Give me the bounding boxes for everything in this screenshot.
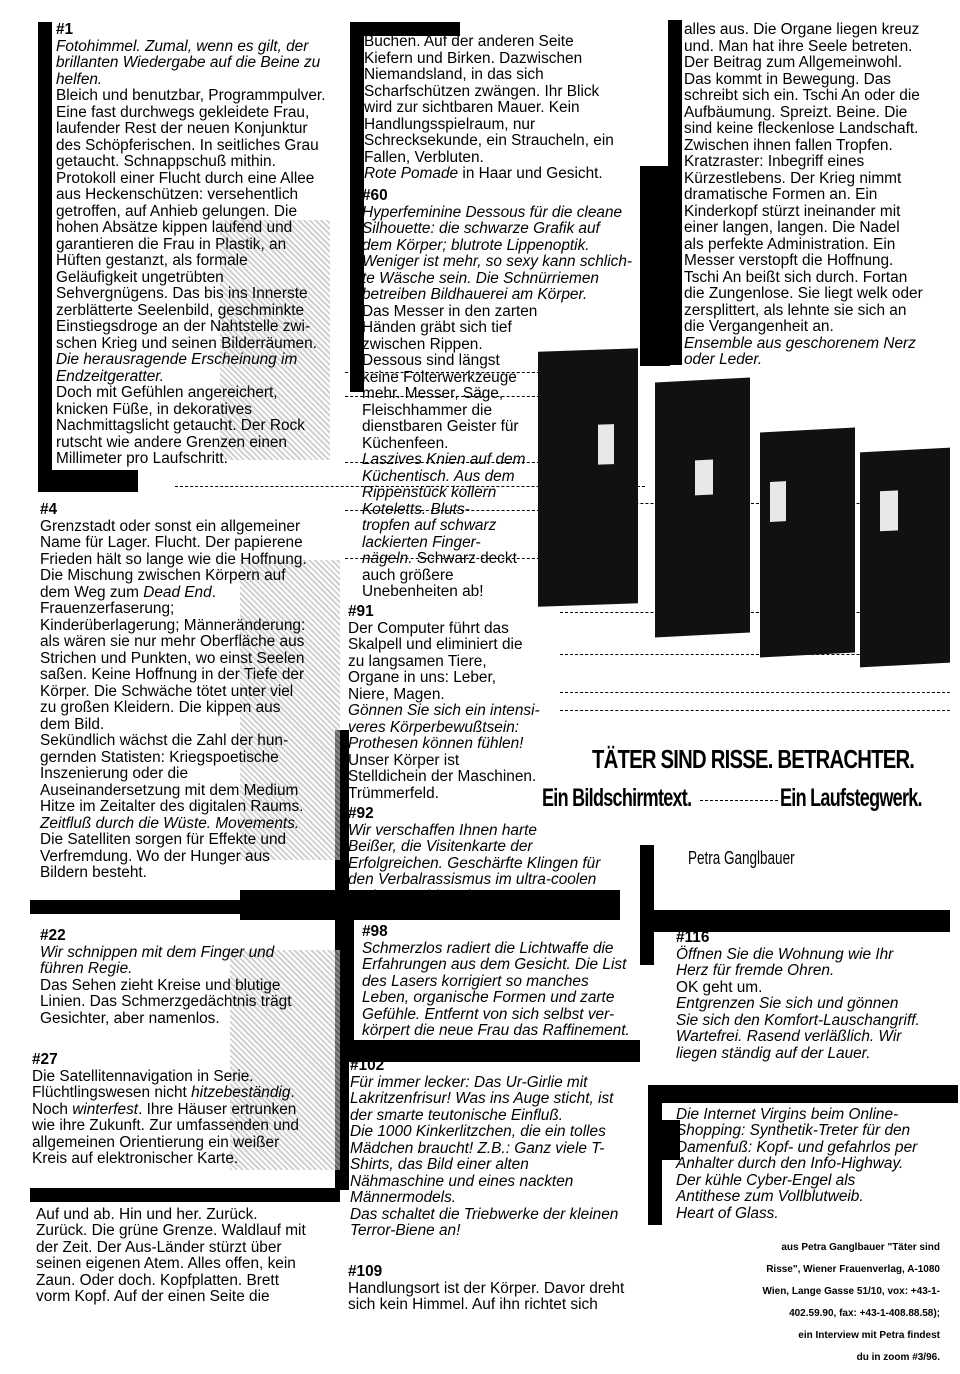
section-number: #1	[56, 21, 74, 38]
text-line: Handlungsort ist der Körper. Davor dreht	[348, 1279, 625, 1297]
text-line: des Lasers korrigiert so manches	[362, 972, 589, 990]
text-line: Organe in uns: Leber,	[348, 669, 497, 686]
text-line: laufender Rest der neuen Konjunktur	[56, 120, 308, 137]
black-bar-right-vert	[668, 20, 682, 365]
text-line: Fotohimmel. Zumal, wenn es gilt, der	[56, 37, 309, 55]
text-line: Grenzstadt oder sonst ein allgemeiner	[40, 517, 301, 535]
body-lines	[348, 753, 568, 803]
text-line: Wien, Lange Gasse 51/10, vox: +43-1-	[762, 1286, 940, 1297]
text-line: Fleischhammer die	[362, 401, 493, 419]
text-line: zerblätterte Seelenbild, geschminkte	[56, 301, 305, 319]
section-22	[40, 928, 340, 1027]
text-line: Körper. Die Schwäche tötet unter viel	[40, 682, 294, 700]
text-line: sich kein Himmel. Auf ihn richtet sich	[348, 1296, 598, 1313]
text-line: Techno-Stahlgewitter.	[348, 887, 496, 905]
section-118	[676, 1090, 956, 1222]
black-bar-left-top	[38, 22, 52, 492]
text-line: Händen gräbt sich tief	[362, 319, 512, 336]
text-line: keine Folterwerkzeuge	[362, 368, 517, 386]
text-line: Lakritzenfrisur! Was ins Auge sticht, ist	[350, 1090, 614, 1107]
text-line: Niere, Magen.	[348, 685, 445, 703]
text-line: dem Bild.	[40, 715, 105, 733]
italic-lines	[362, 452, 662, 551]
text-line: Shirts, das Bild einer alten	[350, 1156, 529, 1173]
text-line: saßen. Keine Hoffnung in der Tiefe der	[40, 666, 305, 683]
text-line: Schrecksekunde, ein Straucheln, ein	[364, 132, 614, 149]
text-line: Die herausragende Erscheinung im	[56, 351, 298, 368]
section-116	[676, 930, 956, 1062]
text-line: Flüchtlingswesen nicht hitzebeständig.	[32, 1084, 295, 1101]
runway-photo-3	[760, 428, 855, 658]
text-line: Stelldichein der Maschinen.	[348, 768, 537, 785]
section-number: #109	[348, 1263, 383, 1280]
text-line: Anhalter durch den Info-Highway.	[676, 1155, 904, 1172]
italic-lines	[350, 1075, 645, 1240]
text-line: Gesichter, aber namenlos.	[40, 1009, 220, 1027]
text-line: Shopping: Synthetik-Treter für den	[676, 1122, 911, 1139]
section-60	[362, 188, 662, 601]
text-line: Messer verstopft die Hoffnung.	[684, 252, 894, 269]
section-number: #116	[676, 929, 710, 946]
text-line: der smarte teutonische Einfluß.	[350, 1106, 564, 1124]
text-line: Strichen und Punkten, wo einst Seelen	[40, 649, 305, 667]
black-bar-horizontal-mid-left	[30, 900, 330, 914]
black-bar-left-top-cap	[38, 470, 138, 492]
text-line: Endzeitgeratter.	[56, 367, 165, 385]
text-line: die Zungenlose. Sie liegt welk oder	[684, 285, 923, 302]
body-lines	[40, 978, 340, 1028]
text-line: Laszives Knien auf dem	[362, 451, 526, 468]
text-line: OK geht um.	[676, 978, 763, 996]
text-line: Skalpell und eliminiert die	[348, 636, 523, 653]
italic-lines	[56, 352, 346, 385]
text-line: Der Beitrag zum Allgemeinwohl.	[684, 54, 903, 71]
runway-photo-2	[655, 378, 750, 638]
text-line: Schmerzlos radiert die Lichtwaffe die	[362, 939, 614, 957]
text-line: Entgrenzen Sie sich und gönnen	[676, 995, 899, 1012]
text-line: Kürzestlebens. Der Krieg nimmt	[684, 169, 902, 187]
body-lines	[364, 34, 654, 166]
text-line: knicken Füße, in dekoratives	[56, 400, 252, 418]
text-line: Koteletts. Bluts-	[362, 500, 470, 518]
text-line: nägeln. Schwarz deckt	[362, 550, 517, 567]
text-line: Weniger ist mehr, so sexy kann schlich-	[362, 253, 633, 270]
section-number: #27	[32, 1051, 58, 1068]
text-line: Rippenstück kollern	[362, 484, 497, 501]
text-line: Name für Lager. Flucht. Der papierene	[40, 534, 303, 551]
text-line: Hüften gestanzt, als formale	[56, 252, 248, 269]
text-line: Öffnen Sie die Wohnung wie Ihr	[676, 945, 894, 963]
text-line: Aufbäumung. Spreizt. Beine. Die	[684, 103, 908, 121]
text-line: betreiben Bildhauerei am Körper.	[362, 286, 588, 303]
text-line: hohen Absätze kippen laufend und	[56, 219, 293, 236]
body-lines	[362, 304, 662, 453]
section-number: #56	[36, 1189, 62, 1206]
black-bar-center-low-vert	[340, 920, 354, 1060]
text-line: te Wäsche sein. Die Schnürriemen	[362, 269, 599, 287]
text-line: Frauenzerfaserung;	[40, 600, 175, 617]
text-line: Unser Körper ist	[348, 751, 460, 769]
text-line: Frieden hält so lange wie die Hoffnung.	[40, 550, 307, 568]
text-line: körpert die neue Frau das Raffinement.	[362, 1022, 630, 1039]
text-line: Doch mit Gefühlen angereichert,	[56, 384, 278, 401]
headline-subtitle-2: Ein Laufstegwerk.	[780, 784, 922, 812]
text-line: Verfremdung. Wo der Hunger aus	[40, 847, 270, 865]
italic-lines	[362, 205, 662, 304]
italic-lines	[348, 703, 568, 753]
text-line: Der Computer führt das	[348, 619, 509, 637]
text-line: Das schaltet die Triebwerke der kleinen	[350, 1205, 619, 1223]
text-line: Kiefern und Birken. Dazwischen	[364, 49, 583, 67]
text-line: Dessous sind längst	[362, 352, 500, 369]
text-line: Millimeter pro Laufschritt.	[56, 450, 228, 467]
italic-lines	[676, 996, 956, 1062]
text-line: Zurück. Die grüne Grenze. Waldlauf mit	[36, 1222, 306, 1239]
text-line: Rote Pomade in Haar und Gesicht.	[364, 165, 603, 182]
text-line: Kratzraster: Inbegriff eines	[684, 153, 865, 170]
credit-note	[700, 1232, 940, 1374]
text-line: Handlungsspielraum, nur	[364, 115, 536, 133]
author-name: Petra Ganglbauer	[688, 848, 795, 868]
text-line: oder Leder.	[684, 351, 763, 368]
text-line: Zeitfluß durch die Wüste. Movements.	[40, 814, 300, 832]
body-lines	[40, 832, 340, 882]
text-line: Männermodels.	[350, 1189, 457, 1206]
section-1	[56, 22, 346, 468]
text-line: dienstbaren Geister für	[362, 418, 519, 435]
credit-lines	[700, 1242, 940, 1364]
text-line: tropfen auf schwarz	[362, 517, 497, 534]
text-line: sind keine fleckenlose Landschaft.	[684, 120, 919, 137]
text-line: Linien. Das Schmerzgedächtnis trägt	[40, 993, 292, 1010]
text-line: Ensemble aus geschorenem Nerz	[684, 334, 916, 352]
text-line: Gefühle. Entfernt von sich selbst ver-	[362, 1005, 615, 1023]
text-line: rutscht wie andere Grenzen einen	[56, 433, 287, 451]
text-line: Erfolgreichen. Geschärfte Klingen für	[348, 854, 601, 872]
text-line: führen Regie.	[40, 960, 133, 977]
text-line: aus Heckenschützen: versehentlich	[56, 186, 299, 203]
text-line: Wir verschaffen Ihnen harte	[348, 821, 537, 839]
italic-lines	[684, 336, 954, 369]
text-line: schen Krieg und seinen Bilderräumen.	[56, 334, 317, 352]
text-line: Inszenierung oder die	[40, 765, 189, 782]
text-line: Zaun. Oder doch. Kopfplatten. Brett	[36, 1271, 279, 1289]
body-lines	[362, 568, 662, 601]
dashed-line	[560, 710, 950, 711]
text-line: Protokoll einer Flucht durch eine Allee	[56, 169, 315, 187]
text-line: Bleich und benutzbar, Programmpulver.	[56, 87, 326, 104]
runway-photo-4	[860, 448, 950, 668]
section-4	[40, 502, 340, 882]
text-line: lackierten Finger-	[362, 533, 481, 551]
text-line: Bildern besteht.	[40, 864, 147, 881]
body-lines	[348, 1281, 648, 1314]
text-line: auch größere	[362, 566, 454, 584]
text-line: Der kühle Cyber-Engel als	[676, 1171, 856, 1189]
text-line: Sekündlich wächst die Zahl der hun-	[40, 732, 289, 749]
text-line: einer langen, langen. Die Nadel	[684, 219, 900, 236]
text-line: Buchen. Auf der anderen Seite	[364, 33, 574, 50]
section-number: #91	[348, 603, 374, 620]
text-line: Gönnen Sie sich ein intensi-	[348, 702, 540, 719]
text-line: Scharfschützen zwängen. Ihr Blick	[364, 82, 600, 100]
text-line: seinen eigenen Atem. Alles offen, kein	[36, 1255, 296, 1272]
text-line: zwischen Rippen.	[362, 335, 483, 353]
text-line: und. Man hat ihre Seele betreten.	[684, 37, 913, 55]
text-line: Mädchen braucht! Z.B.: Ganz viele T-	[350, 1139, 605, 1157]
text-line: Heart of Glass.	[676, 1204, 779, 1222]
text-line: Auf und ab. Hin und her. Zurück.	[36, 1205, 258, 1223]
section-number: #92	[348, 805, 374, 822]
dashed-line	[560, 692, 950, 693]
text-line: alles aus. Die Organe liegen kreuz	[684, 21, 920, 38]
text-line: Die 1000 Kinkerlitzchen, die ein tolles	[350, 1123, 606, 1140]
text-line: Die Mischung zwischen Körpern auf	[40, 567, 286, 584]
body-lines	[348, 621, 568, 704]
text-line: Kinderüberlagerung; Männeränderung:	[40, 616, 306, 634]
text-line: Fallen, Verbluten.	[364, 148, 484, 166]
text-line: veres Körperbewußtsein:	[348, 718, 520, 736]
text-line: ein Interview mit Petra findest	[798, 1330, 940, 1341]
body-lines	[56, 385, 346, 468]
text-line: Nachmittagslicht getaucht. Der Rock	[56, 417, 305, 434]
text-line: Einstiegsdroge an der Nahtstelle zwi-	[56, 318, 311, 335]
text-line: wie ihre Zukunft. Zur umfassenden und	[32, 1117, 299, 1134]
text-line: Niemandsland, in das sich	[364, 66, 544, 83]
text-line: allgemeinen Orientierung ein weißer	[32, 1133, 280, 1151]
text-line: Geläufigkeit ungetrübten	[56, 268, 224, 286]
text-line: getaucht. Schnappschuß mithin.	[56, 153, 276, 170]
text-line: mehr. Messer, Säge,	[362, 385, 504, 402]
text-line: Küchentisch. Aus dem	[362, 467, 515, 485]
text-line: liegen ständig auf der Lauer.	[676, 1044, 871, 1062]
text-line: Erfahrungen aus dem Gesicht. Die List	[362, 956, 627, 973]
text-line: Nähmaschine und eines nackten	[350, 1172, 574, 1190]
text-line: die Vergangenheit an.	[684, 318, 834, 335]
text-line: Silhouette: die schwarze Grafik auf	[362, 220, 600, 237]
text-line: gernden Statisten: Kriegspoetische	[40, 748, 279, 766]
body-lines	[36, 1207, 336, 1306]
text-line: Auseinandersetzung mit dem Medium	[40, 781, 299, 799]
text-line: Zwischen ihnen fallen Tropfen.	[684, 136, 893, 154]
italic-lines	[40, 945, 340, 978]
text-line: Herz für fremde Ohren.	[676, 962, 835, 979]
text-line: aus Petra Ganglbauer "Täter sind	[781, 1242, 940, 1253]
text-line: Für immer lecker: Das Ur-Girlie mit	[350, 1073, 588, 1091]
text-line: Das Sehen zieht Kreise und blutige	[40, 976, 281, 994]
body-lines	[40, 601, 340, 816]
italic-lines	[348, 823, 638, 906]
text-line: Das Messer in den zarten	[362, 302, 538, 320]
text-line: Beißer, die Visitenkarte der	[348, 838, 533, 855]
text-line: du in zoom #3/96.	[856, 1352, 940, 1363]
text-line: Leben, organische Formen und zarte	[362, 989, 615, 1006]
text-line: 402.59.90, fax: +43-1-408.88.58);	[789, 1308, 940, 1319]
body-lines	[56, 88, 346, 352]
text-line: Kinderkopf stürzt ineinander mit	[684, 202, 901, 220]
body-lines	[676, 980, 956, 997]
section-number: #118	[676, 1089, 710, 1106]
text-line: helfen.	[56, 70, 103, 88]
text-line: Sie sich den Komfort-Lauschangriff.	[676, 1011, 920, 1029]
text-line: Noch winterfest. Ihre Häuser ertrunken	[32, 1100, 297, 1118]
text-line: Kreis auf elektronischer Karte.	[32, 1150, 239, 1167]
text-line: Terror-Biene an!	[350, 1222, 461, 1239]
section-92	[348, 806, 638, 905]
column2-top	[364, 34, 654, 183]
text-line: dem Körper; blutrote Lippenoptik.	[362, 236, 590, 254]
text-line: Hitze im Zeitalter des digitalen Raums.	[40, 798, 304, 815]
section-number: #60	[362, 187, 388, 204]
text-line: Das kommt in Bewegung. Das	[684, 70, 892, 88]
section-102	[350, 1058, 645, 1240]
body-lines	[40, 519, 340, 585]
section-number: #98	[362, 923, 388, 940]
body-lines	[32, 1118, 332, 1168]
section-number: #102	[350, 1057, 385, 1074]
section-56	[36, 1190, 336, 1306]
text-line: dramatische Formen an. Ein	[684, 186, 878, 203]
text-line: Antithese zum Vollblutweib.	[676, 1188, 864, 1205]
text-line: Küchenfeen.	[362, 434, 449, 452]
text-line: garantieren die Frau in Plastik, an	[56, 235, 287, 253]
text-line: den Verbalrassismus im ultra-coolen	[348, 871, 597, 888]
italic-lines	[362, 941, 652, 1040]
text-line: zu langsamen Tiere,	[348, 652, 487, 670]
text-line: Die Internet Virgins beim Online-	[676, 1105, 899, 1123]
text-line: Tschi An beißt sich durch. Fortan	[684, 268, 908, 286]
text-line: Damenfuß: Kopf- und gefahrlos per	[676, 1138, 918, 1156]
section-27	[32, 1052, 332, 1168]
text-line: vorm Kopf. Auf der einen Seite die	[36, 1288, 270, 1305]
text-line: wird zur sichtbaren Mauer. Kein	[364, 99, 580, 116]
text-line: getroffen, auf Anhieb gelungen. Die	[56, 202, 298, 220]
text-line: Hyperfeminine Dessous für die cleane	[362, 203, 623, 221]
italic-lines	[676, 1107, 956, 1223]
text-line: brillanten Wiedergabe auf die Beine zu	[56, 54, 321, 71]
section-98	[362, 924, 652, 1040]
section-number: #22	[40, 927, 66, 944]
text-line: dem Weg zum Dead End.	[40, 583, 216, 601]
text-line: als wären sie nur mehr Oberfläche aus	[40, 633, 305, 650]
text-line: Wir schnippen mit dem Finger und	[40, 943, 275, 961]
column3-top	[684, 22, 954, 369]
section-91	[348, 604, 568, 802]
text-line: Wartefrei. Rasend verläßlich. Wir	[676, 1028, 902, 1045]
text-line: zersplittert, als lehnte sie sich an	[684, 301, 907, 319]
text-line: des Schöpferischen. In seitliches Grau	[56, 136, 319, 154]
italic-lines	[56, 39, 346, 89]
headline-subtitle-1: Ein Bildschirmtext.	[542, 784, 692, 812]
italic-lines	[676, 947, 956, 980]
body-lines	[684, 22, 954, 336]
text-line: zu großen Kleidern. Die kippen aus	[40, 699, 281, 716]
text-line: Unebenheiten ab!	[362, 583, 484, 600]
text-line: Sehvergnügens. Das bis ins Innerste	[56, 285, 308, 302]
section-number: #4	[40, 501, 58, 518]
text-line: Die Satellitennavigation in Serie.	[32, 1067, 254, 1085]
text-line: der Zeit. Der Aus-Länder stürzt über	[36, 1238, 282, 1256]
text-line: Eine fast durchwegs gekleidete Frau,	[56, 103, 310, 121]
text-line: Risse", Wiener Frauenverlag, A-1080	[766, 1264, 940, 1275]
headline-title: TÄTER SIND RISSE. BETRACHTER.	[592, 744, 915, 774]
dashed-line	[700, 800, 778, 801]
text-line: Prothesen können fühlen!	[348, 735, 524, 752]
text-line: Trümmerfeld.	[348, 784, 439, 802]
section-109	[348, 1264, 648, 1314]
text-line: Die Satelliten sorgen für Effekte und	[40, 831, 287, 848]
text-line: schreibt sich ein. Tschi An oder die	[684, 87, 920, 104]
text-line: als perfekte Administration. Ein	[684, 235, 896, 253]
